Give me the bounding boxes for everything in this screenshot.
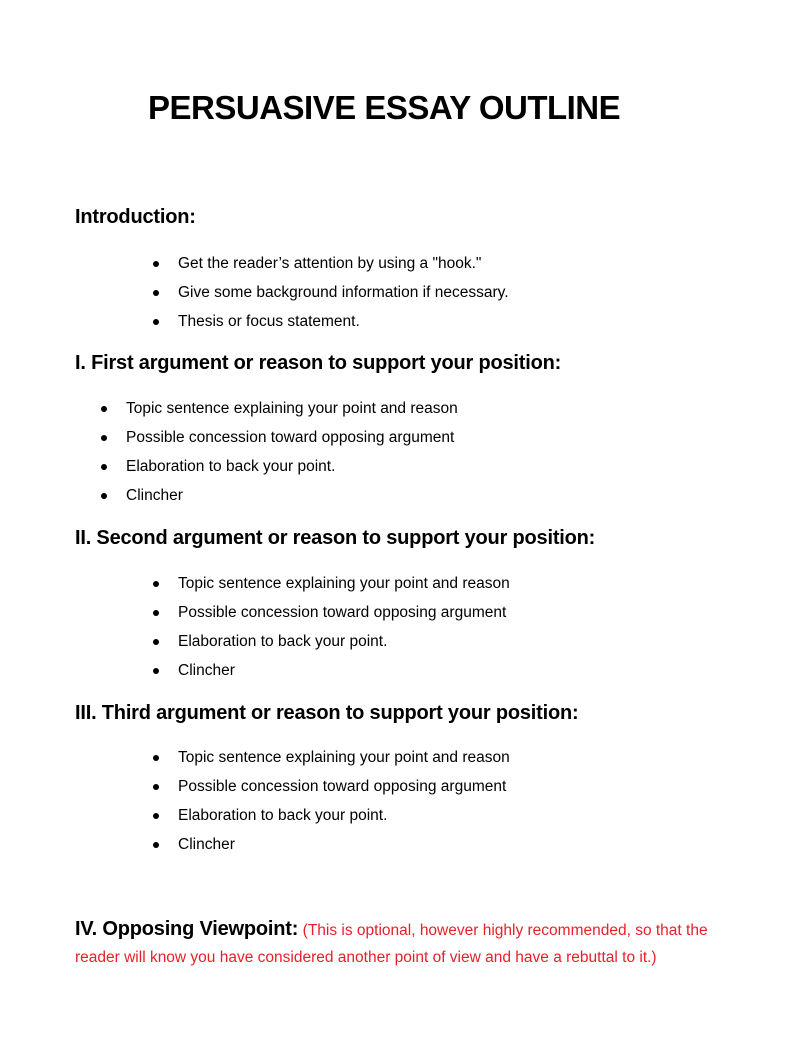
third-argument-list	[178, 748, 510, 864]
list-item-text: Clincher	[178, 662, 235, 679]
bullet-icon	[153, 813, 159, 819]
list-item	[178, 603, 510, 632]
list-item	[178, 748, 510, 777]
list-item	[126, 457, 458, 486]
bullet-icon	[101, 406, 107, 412]
list-item-text: Elaboration to back your point.	[126, 458, 336, 475]
bullet-icon	[153, 319, 159, 325]
list-item	[178, 632, 510, 661]
second-argument-list	[178, 574, 510, 690]
bullet-icon	[101, 464, 107, 470]
opposing-note-part2: reader will know you have considered another point of view and have a rebuttal to it.)	[75, 949, 657, 966]
list-item-text: Possible concession toward opposing argument	[178, 604, 507, 621]
list-item	[178, 574, 510, 603]
opposing-first-line	[75, 914, 755, 944]
opposing-viewpoint-section	[75, 914, 755, 966]
list-item-text: Topic sentence explaining your point and reason	[126, 400, 458, 417]
bullet-icon	[153, 784, 159, 790]
introduction-list	[178, 254, 509, 341]
list-item	[126, 399, 458, 428]
bullet-icon	[101, 435, 107, 441]
list-item	[178, 312, 509, 341]
list-item-text: Topic sentence explaining your point and reason	[178, 575, 510, 592]
list-item	[178, 835, 510, 864]
bullet-icon	[153, 610, 159, 616]
list-item-text: Give some background information if necessary.	[178, 284, 509, 301]
bullet-icon	[153, 755, 159, 761]
list-item	[178, 777, 510, 806]
bullet-icon	[153, 842, 159, 848]
list-item-text: Thesis or focus statement.	[178, 313, 360, 330]
list-item	[178, 806, 510, 835]
list-item-text: Topic sentence explaining your point and reason	[178, 749, 510, 766]
section-heading-opposing-viewpoint: IV. Opposing Viewpoint:	[75, 918, 299, 940]
list-item-text: Elaboration to back your point.	[178, 633, 388, 650]
section-heading-introduction: Introduction:	[75, 206, 196, 228]
list-item-text: Clincher	[178, 836, 235, 853]
list-item-text: Elaboration to back your point.	[178, 807, 388, 824]
first-argument-list	[126, 399, 458, 515]
section-heading-second-argument: II. Second argument or reason to support your position:	[75, 527, 596, 549]
list-item	[126, 428, 458, 457]
bullet-icon	[153, 290, 159, 296]
section-heading-third-argument: III. Third argument or reason to support your position:	[75, 702, 579, 724]
bullet-icon	[153, 668, 159, 674]
list-item-text: Possible concession toward opposing argument	[178, 778, 507, 795]
bullet-icon	[153, 581, 159, 587]
list-item-text: Clincher	[126, 487, 183, 504]
bullet-icon	[101, 493, 107, 499]
list-item	[178, 283, 509, 312]
opposing-note-part1: (This is optional, however highly recommended, so that the	[302, 922, 708, 939]
list-item	[178, 254, 509, 283]
list-item	[126, 486, 458, 515]
page-title: PERSUASIVE ESSAY OUTLINE	[148, 89, 621, 126]
list-item-text: Get the reader’s attention by using a "hook."	[178, 255, 482, 272]
bullet-icon	[153, 261, 159, 267]
list-item	[178, 661, 510, 690]
bullet-icon	[153, 639, 159, 645]
list-item-text: Possible concession toward opposing argument	[126, 429, 455, 446]
section-heading-first-argument: I. First argument or reason to support your position:	[75, 352, 562, 374]
